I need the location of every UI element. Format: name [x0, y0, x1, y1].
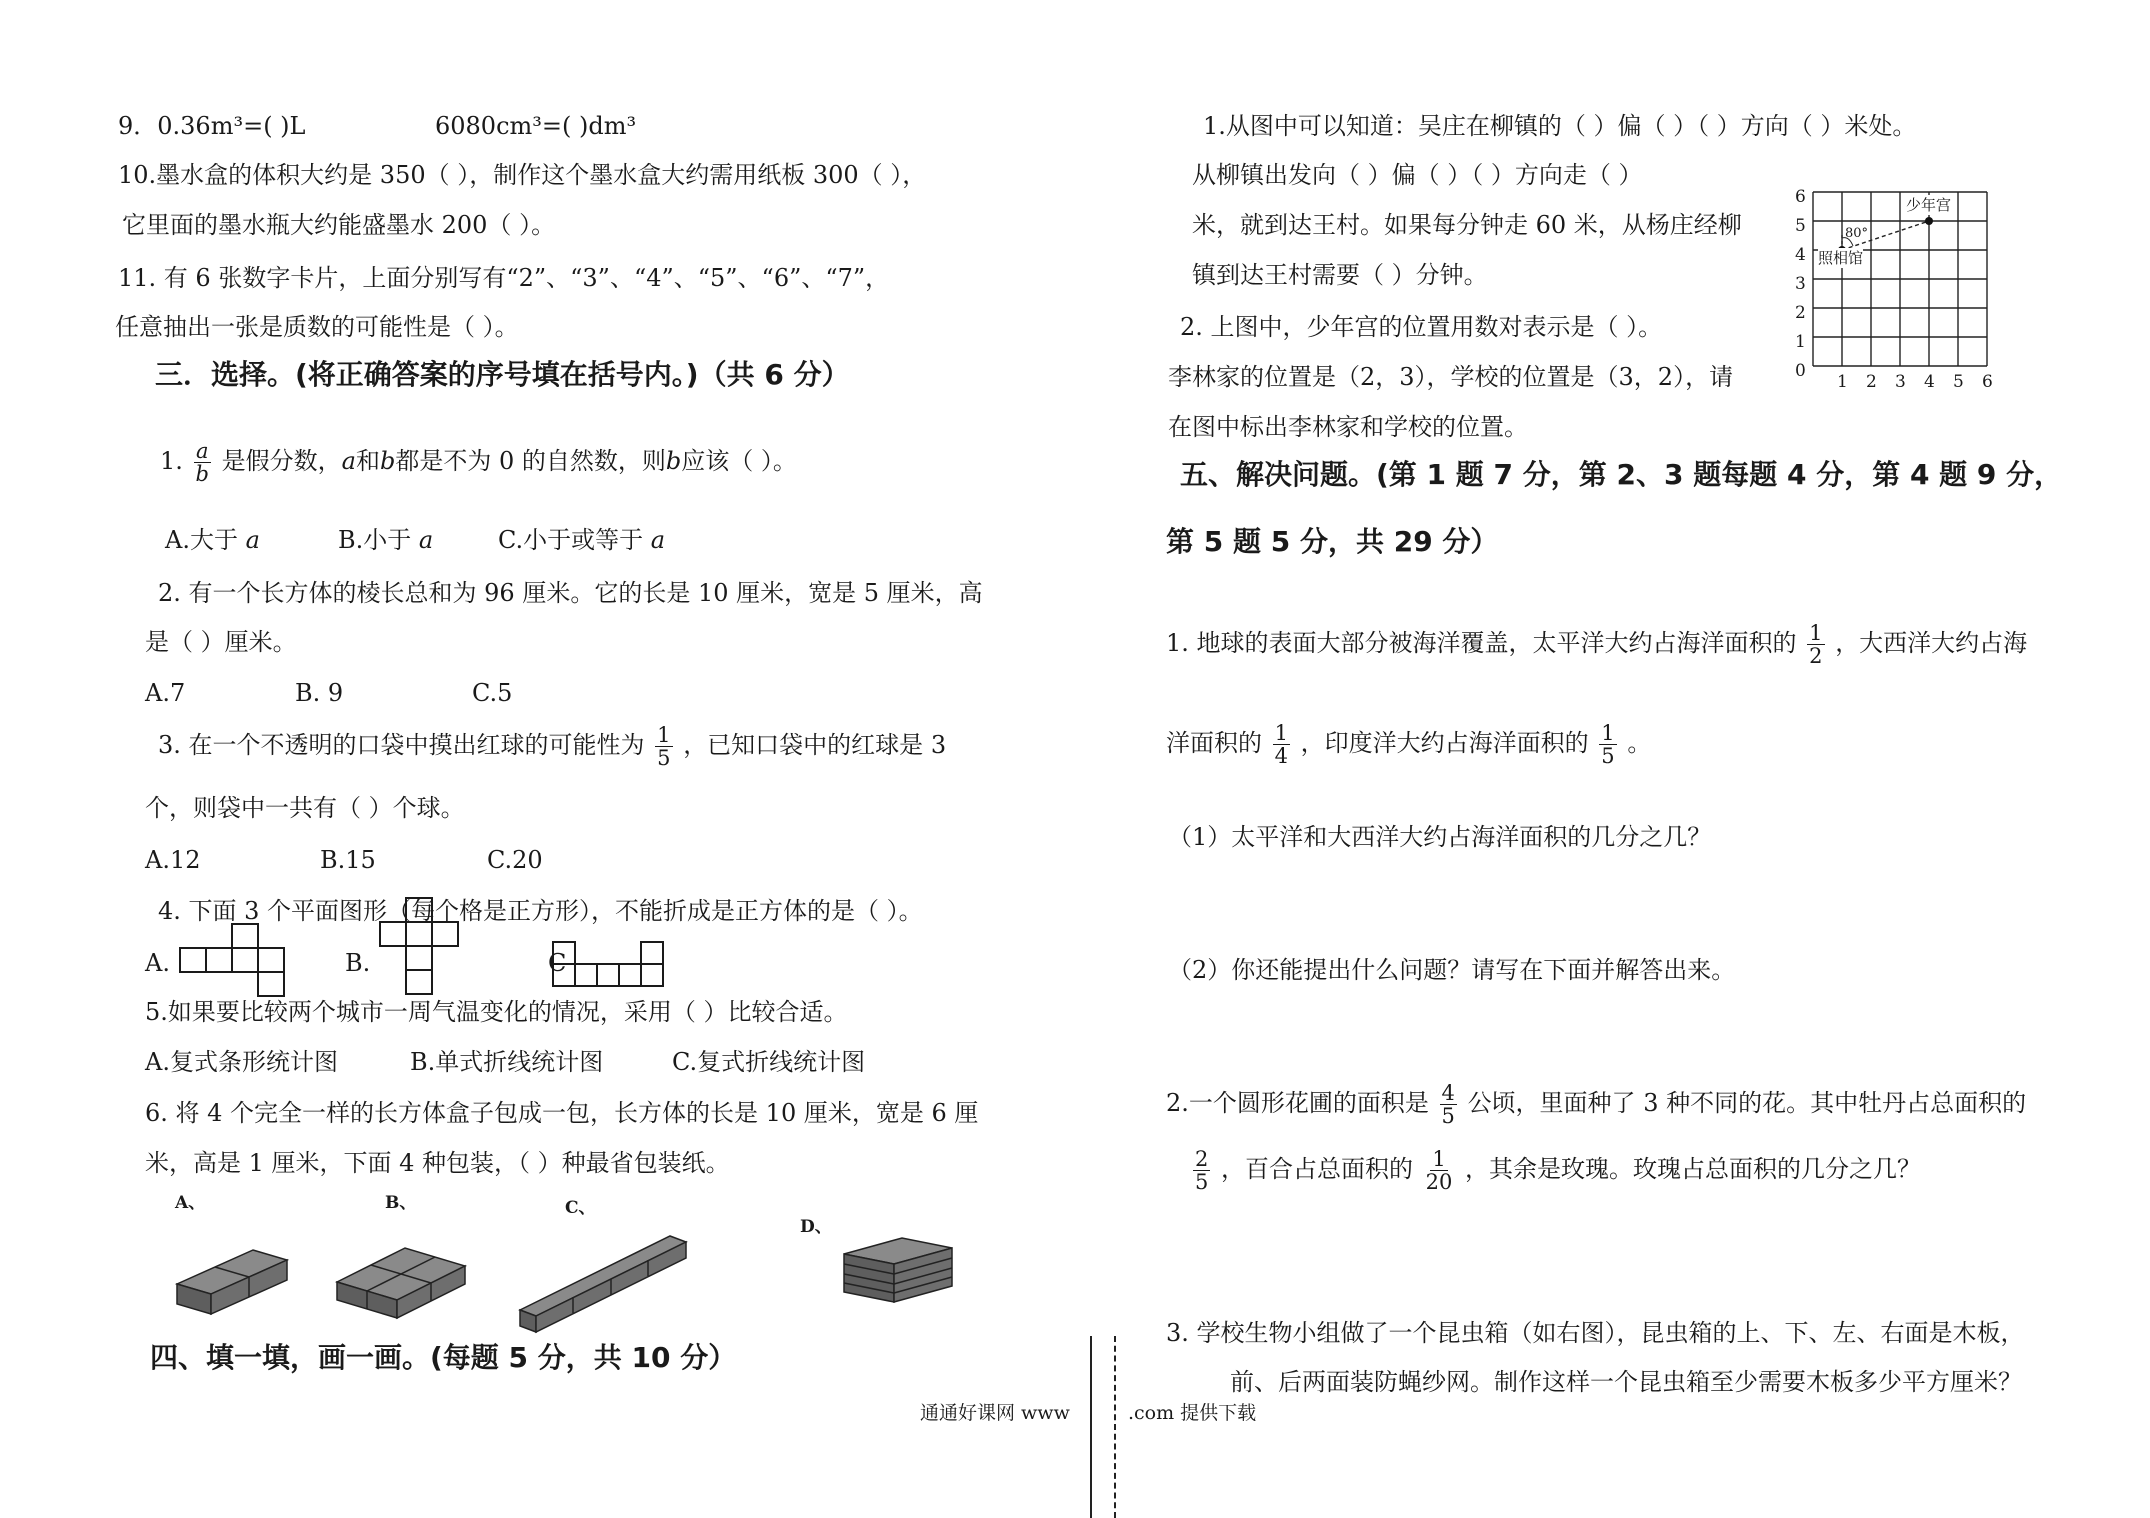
fill-1-line3: 米，就到达王村。如果每分钟走 60 米，从杨庄经柳: [1192, 211, 1742, 239]
choice-1-option-c: C.小于或等于 a: [498, 526, 666, 554]
y-tick-1: 1: [1795, 332, 1806, 352]
choice-4-line1: 4. 下面 3 个平面图形（每个格是正方形），不能折成是正方体的是（ ）。: [158, 897, 923, 925]
choice-2-line2: 是（ ）厘米。: [145, 628, 297, 656]
choice-4-option-a: A.: [145, 949, 170, 977]
fill-1-line2: 从柳镇出发向（ ）偏（ ）（ ）方向走（ ）: [1192, 161, 1643, 189]
package-d-figure: [842, 1230, 957, 1310]
choice-3-option-a: A.12: [145, 846, 201, 874]
q11-line2: 任意抽出一张是质数的可能性是（ ）。: [115, 313, 519, 341]
choice-3-line2: 个，则袋中一共有（ ）个球。: [145, 794, 465, 822]
package-a-label: A、: [175, 1193, 206, 1213]
q10-line1: 10.墨水盒的体积大约是 350（ ），制作这个墨水盒大约需用纸板 300（ ），: [118, 161, 927, 189]
problem-2-line1: 2.一个圆形花圃的面积是 $\frac{4}{5}$ 公顷，里面种了 3 种不同的花。其中牡丹占总面积的: [1166, 1081, 2027, 1128]
binding-line-dashed: [1114, 1336, 1116, 1518]
choice-1-option-b: B.小于 a: [338, 526, 434, 554]
choice-5-option-b: B.单式折线统计图: [410, 1048, 604, 1076]
y-tick-0: 0: [1795, 361, 1806, 381]
fill-1-line4: 镇到达王村需要（ ）分钟。: [1192, 261, 1488, 289]
footer-left: 通通好课网 www: [920, 1402, 1070, 1424]
x-tick-1: 1: [1837, 372, 1848, 392]
package-b-figure: [335, 1232, 470, 1322]
package-c-label: C、: [565, 1198, 596, 1218]
q9-part-b: 6080cm³=( )dm³: [435, 112, 637, 140]
problem-1-line2: 洋面积的 $\frac{1}{4}$ ，印度洋大约占海洋面积的 $\frac{1}{5}$ 。: [1166, 721, 1652, 768]
x-tick-4: 4: [1924, 372, 1935, 392]
package-b-label: B、: [385, 1193, 417, 1213]
problem-3-line1: 3. 学校生物小组做了一个昆虫箱（如右图），昆虫箱的上、下、左、右面是木板，: [1166, 1319, 2025, 1347]
choice-6-line2: 米，高是 1 厘米，下面 4 种包装，（ ）种最省包装纸。: [145, 1149, 730, 1177]
y-tick-5: 5: [1795, 216, 1806, 236]
choice-1-stem: 1. $\frac{a}{b}$ 是假分数，a和b都是不为 0 的自然数，则b应该（ ）。: [160, 439, 797, 486]
net-b-figure: [380, 898, 470, 998]
choice-3-option-c: C.20: [487, 846, 543, 874]
q9-part-a: 9．0.36m³=( )L: [118, 112, 306, 140]
choice-6-line1: 6. 将 4 个完全一样的长方体盒子包成一包，长方体的长是 10 厘米，宽是 6 厘: [145, 1099, 979, 1127]
y-tick-3: 3: [1795, 274, 1806, 294]
fill-1-line1: 1.从图中可以知道：吴庄在柳镇的（ ）偏（ ）（ ）方向（ ）米处。: [1203, 112, 1917, 140]
choice-5-option-c: C.复式折线统计图: [672, 1048, 866, 1076]
choice-3-option-b: B.15: [320, 846, 376, 874]
problem-1-sub-2: （2）你还能提出什么问题？请写在下面并解答出来。: [1168, 956, 1736, 984]
net-c-figure: [553, 940, 673, 990]
fill-2-line3: 在图中标出李林家和学校的位置。: [1168, 413, 1528, 441]
x-tick-6: 6: [1982, 372, 1993, 392]
y-tick-2: 2: [1795, 303, 1806, 323]
choice-2-option-c: C.5: [472, 679, 513, 707]
footer-right: .com 提供下载: [1128, 1402, 1257, 1424]
package-c-figure: [518, 1228, 688, 1338]
choice-5-option-a: A.复式条形统计图: [145, 1048, 338, 1076]
problem-2-line2: $\frac{2}{5}$ ，百合占总面积的 $\frac{1}{20}$ ，其余是玫瑰。玫瑰占总面积的几分之几？: [1195, 1147, 1922, 1194]
choice-5-line1: 5.如果要比较两个城市一周气温变化的情况，采用（ ）比较合适。: [145, 998, 848, 1026]
x-tick-5: 5: [1953, 372, 1964, 392]
section-3-heading: 三．选择。(将正确答案的序号填在括号内。)（共 6 分）: [155, 358, 850, 391]
point-youth-palace-label: 少年宫: [1906, 196, 1952, 214]
section-4-heading: 四、填一填，画一画。(每题 5 分，共 10 分）: [150, 1341, 737, 1374]
choice-2-option-a: A.7: [145, 679, 186, 707]
package-d-label: D、: [800, 1217, 832, 1237]
x-tick-3: 3: [1895, 372, 1906, 392]
problem-3-line2: 前、后两面装防蝇纱网。制作这样一个昆虫箱至少需要木板多少平方厘米？: [1230, 1368, 2022, 1396]
x-tick-2: 2: [1866, 372, 1877, 392]
q11-line1: 11. 有 6 张数字卡片，上面分别写有“2”、“3”、“4”、“5”、“6”、“7”，: [118, 264, 890, 292]
choice-2-option-b: B. 9: [295, 679, 344, 707]
choice-4-option-b: B.: [345, 949, 371, 977]
fill-2-line2: 李林家的位置是（2，3），学校的位置是（3，2），请: [1168, 363, 1734, 391]
point-photo-studio-label: 照相馆: [1818, 249, 1864, 267]
q10-line2: 它里面的墨水瓶大约能盛墨水 200（ ）。: [122, 211, 556, 239]
package-a-figure: [175, 1232, 290, 1317]
choice-4-option-c: C: [548, 949, 567, 977]
y-tick-4: 4: [1795, 245, 1806, 265]
binding-line-solid: [1090, 1336, 1092, 1518]
choice-2-line1: 2. 有一个长方体的棱长总和为 96 厘米。它的长是 10 厘米，宽是 5 厘米，高: [158, 579, 983, 607]
choice-3-line1: 3. 在一个不透明的口袋中摸出红球的可能性为 $\frac{1}{5}$ ，已知口袋中的红球是 3: [158, 723, 947, 770]
net-a-figure: [180, 938, 300, 1000]
section-5-heading-line1: 五、解决问题。(第 1 题 7 分，第 2、3 题每题 4 分，第 4 题 9 分，: [1180, 458, 2063, 491]
section-5-heading-line2: 第 5 题 5 分，共 29 分）: [1166, 525, 1499, 558]
problem-1-sub-1: （1）太平洋和大西洋大约占海洋面积的几分之几？: [1168, 823, 1712, 851]
problem-1-line1: 1. 地球的表面大部分被海洋覆盖，太平洋大约占海洋面积的 $\frac{1}{2}$ ，大西洋大约占海: [1166, 621, 2028, 668]
angle-label: 80°: [1845, 226, 1869, 241]
fill-2-line1: 2. 上图中，少年宫的位置用数对表示是（ ）。: [1180, 313, 1663, 341]
y-tick-6: 6: [1795, 187, 1806, 207]
choice-1-option-a: A.大于 a: [165, 526, 260, 554]
